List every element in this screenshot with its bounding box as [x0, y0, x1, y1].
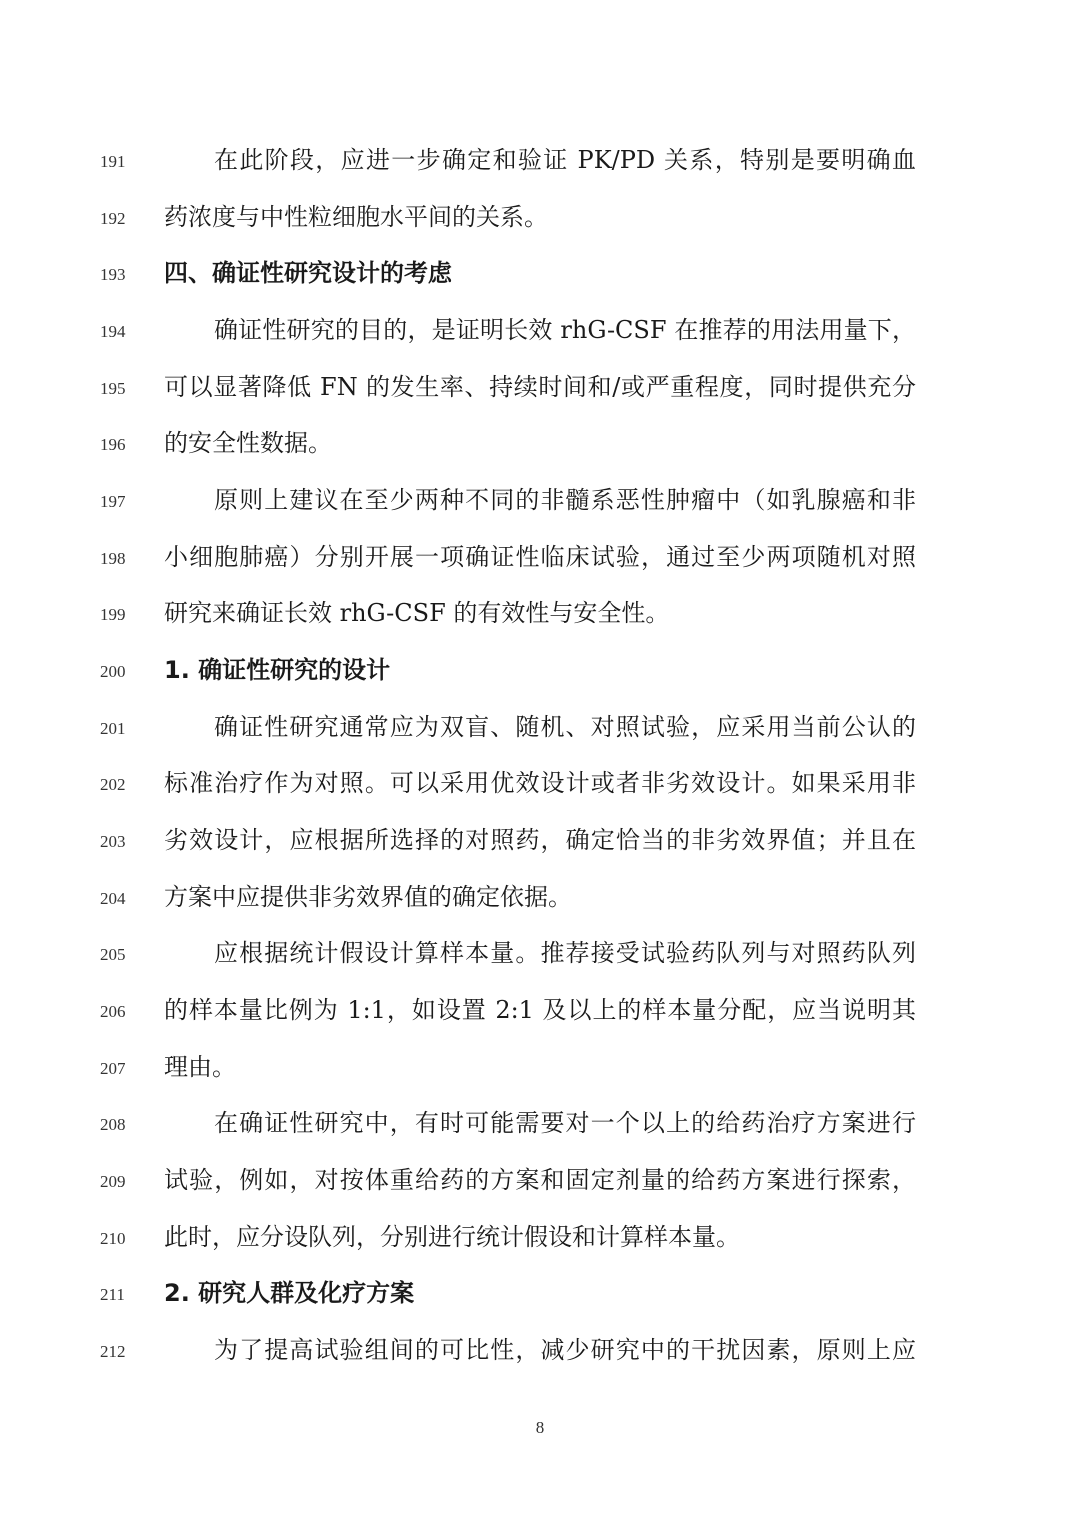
text-line	[0, 763, 1080, 803]
paragraph-text: 在确证性研究中，有时可能需要对一个以上的给药治疗方案进行	[214, 1109, 916, 1137]
text-line	[0, 933, 1080, 973]
text-line	[0, 253, 1080, 293]
paragraph-text: 在此阶段，应进一步确定和验证 PK/PD 关系，特别是要明确血	[214, 146, 916, 174]
paragraph-text: 确证性研究的目的，是证明长效 rhG-CSF 在推荐的用法用量下，	[214, 316, 916, 344]
paragraph-text: 应根据统计假设计算样本量。推荐接受试验药队列与对照药队列	[214, 939, 916, 967]
paragraph-text: 试验，例如，对按体重给药的方案和固定剂量的给药方案进行探索，	[164, 1166, 916, 1194]
text-line	[0, 990, 1080, 1030]
paragraph-text: 劣效设计，应根据所选择的对照药，确定恰当的非劣效界值；并且在	[164, 826, 916, 854]
line-number: 202	[100, 775, 126, 794]
paragraph-text: 可以显著降低 FN 的发生率、持续时间和/或严重程度，同时提供充分	[164, 373, 916, 401]
text-line	[0, 707, 1080, 747]
text-line	[0, 1160, 1080, 1200]
line-number: 198	[100, 549, 126, 568]
paragraph-text: 的样本量比例为 1:1，如设置 2:1 及以上的样本量分配，应当说明其	[164, 996, 916, 1024]
line-number: 195	[100, 379, 126, 398]
subsection-heading: 2. 研究人群及化疗方案	[164, 1279, 415, 1307]
paragraph-text: 的安全性数据。	[164, 429, 332, 457]
line-number: 203	[100, 832, 126, 851]
page-number: 8	[535, 1418, 545, 1437]
text-line	[0, 197, 1080, 237]
line-number: 192	[100, 209, 126, 228]
text-line	[0, 650, 1080, 690]
line-number: 199	[100, 605, 126, 624]
paragraph-text: 原则上建议在至少两种不同的非髓系恶性肿瘤中（如乳腺癌和非	[214, 486, 916, 514]
section-heading: 四、确证性研究设计的考虑	[164, 259, 452, 287]
text-line	[0, 1217, 1080, 1257]
text-line	[0, 367, 1080, 407]
line-number: 193	[100, 265, 126, 284]
paragraph-text: 此时，应分设队列，分别进行统计假设和计算样本量。	[164, 1223, 740, 1251]
text-line	[0, 1103, 1080, 1143]
line-number: 196	[100, 435, 126, 454]
paragraph-text: 小细胞肺癌）分别开展一项确证性临床试验，通过至少两项随机对照	[164, 543, 916, 571]
line-number: 204	[100, 889, 126, 908]
line-number: 208	[100, 1115, 126, 1134]
line-number: 194	[100, 322, 126, 341]
text-line	[0, 537, 1080, 577]
text-line	[0, 310, 1080, 350]
line-number: 211	[100, 1285, 125, 1304]
line-number: 206	[100, 1002, 126, 1021]
paragraph-text: 确证性研究通常应为双盲、随机、对照试验，应采用当前公认的	[214, 713, 916, 741]
text-line	[0, 877, 1080, 917]
line-number: 201	[100, 719, 126, 738]
paragraph-text: 为了提高试验组间的可比性，减少研究中的干扰因素，原则上应	[214, 1336, 916, 1364]
line-number: 200	[100, 662, 126, 681]
text-line	[0, 1330, 1080, 1370]
subsection-heading: 1. 确证性研究的设计	[164, 656, 391, 684]
line-number: 205	[100, 945, 126, 964]
line-number: 209	[100, 1172, 126, 1191]
line-number: 207	[100, 1059, 126, 1078]
line-number: 191	[100, 152, 126, 171]
paragraph-text: 药浓度与中性粒细胞水平间的关系。	[164, 203, 548, 231]
paragraph-text: 研究来确证长效 rhG-CSF 的有效性与安全性。	[164, 599, 670, 627]
text-line	[0, 1047, 1080, 1087]
paragraph-text: 标准治疗作为对照。可以采用优效设计或者非劣效设计。如果采用非	[164, 769, 916, 797]
paragraph-text: 方案中应提供非劣效界值的确定依据。	[164, 883, 572, 911]
text-line	[0, 140, 1080, 180]
text-line	[0, 593, 1080, 633]
line-number: 210	[100, 1229, 126, 1248]
line-number: 212	[100, 1342, 126, 1361]
text-line	[0, 1273, 1080, 1313]
line-number: 197	[100, 492, 126, 511]
text-line	[0, 820, 1080, 860]
text-line	[0, 480, 1080, 520]
text-line	[0, 423, 1080, 463]
paragraph-text: 理由。	[164, 1053, 236, 1081]
